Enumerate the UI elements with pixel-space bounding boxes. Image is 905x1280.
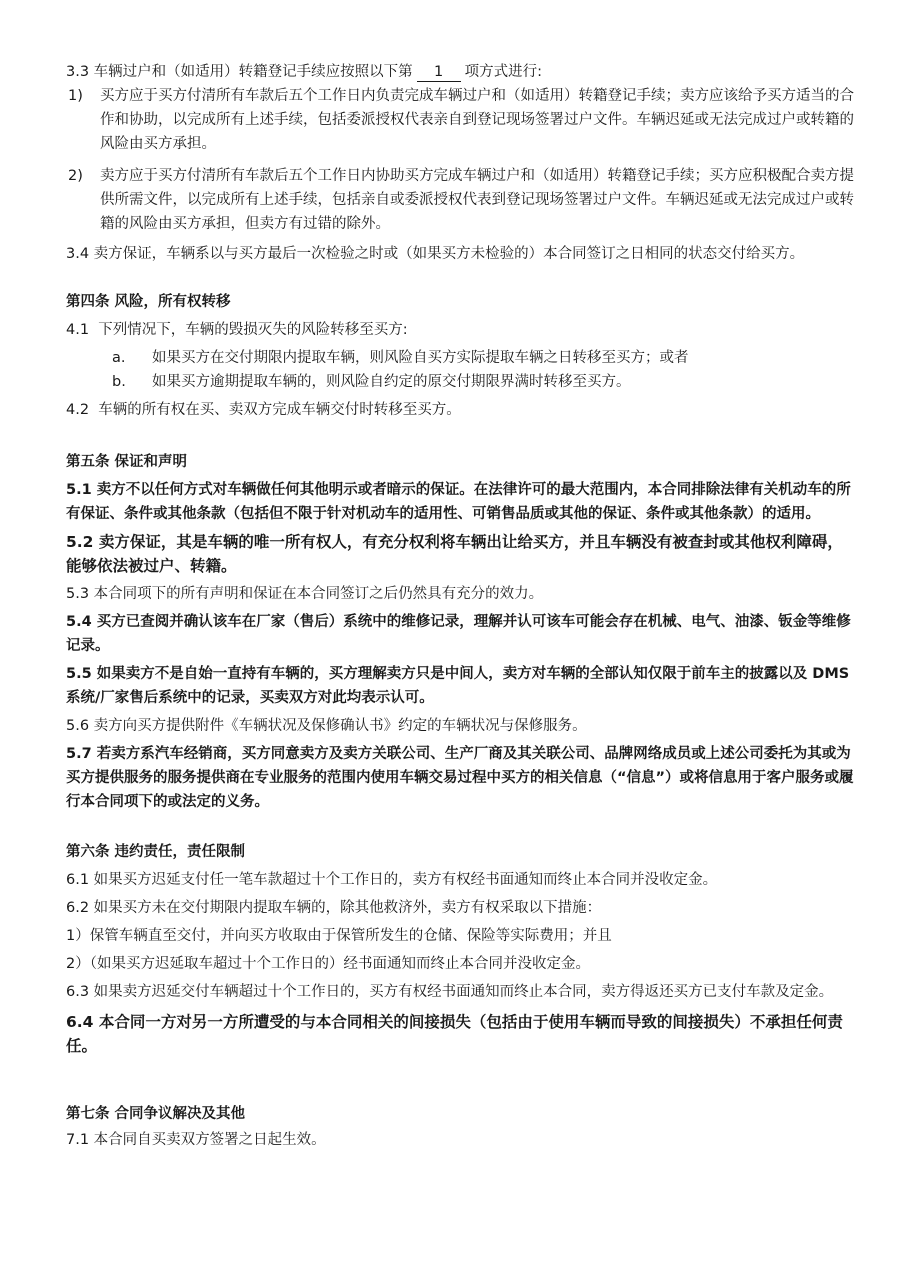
clause-5-3: 5.3 本合同项下的所有声明和保证在本合同签订之后仍然具有充分的效力。 bbox=[66, 586, 544, 602]
clause-3-3-item-1 bbox=[0, 84, 855, 156]
clause-4-2: 4.2 车辆的所有权在买、卖双方完成车辆交付时转移至买方。 bbox=[66, 402, 461, 418]
clause-5-1: 5.1 卖方不以任何方式对车辆做任何其他明示或者暗示的保证。在法律许可的最大范围内，本合同排除法律有关机动车的所有保证、条件或其他条款（包括但不限于针对机动车的适用性、可销售品质或其他的保证、条件或其他条款）的适用。 bbox=[66, 482, 851, 522]
clause-3-3-item-2 bbox=[0, 164, 855, 236]
clause-5-4: 5.4 买方已查阅并确认该车在厂家（售后）系统中的维修记录，理解并认可该车可能会存在机械、电气、油漆、钣金等维修记录。 bbox=[66, 614, 851, 654]
article-4-title: 第四条 风险，所有权转移 bbox=[66, 294, 231, 310]
item-text: 买方应于买方付清所有车款后五个工作日内负责完成车辆过户和（如适用）转籍登记手续；卖方应该给予买方适当的合作和协助，以完成所有上述手续，包括委派授权代表亲自到登记现场签署过户文件。车辆迟延或无法完成过户或转籍的风险由买方承担。 bbox=[100, 88, 854, 152]
clause-6-2-item-1: 1）保管车辆直至交付，并向买方收取由于保管所发生的仓储、保险等实际费用；并且 bbox=[66, 928, 612, 944]
clause-5-6: 5.6 卖方向买方提供附件《车辆状况及保修确认书》约定的车辆状况与保修服务。 bbox=[66, 718, 587, 734]
clause-4-1: 4.1 下列情况下，车辆的毁损灭失的风险转移至买方: bbox=[66, 322, 408, 338]
article-5-title: 第五条 保证和声明 bbox=[66, 454, 188, 470]
clause-6-4: 6.4 本合同一方对另一方所遭受的与本合同相关的间接损失（包括由于使用车辆而导致的间接损失）不承担任何责任。 bbox=[66, 1013, 843, 1055]
article-6-title: 第六条 违约责任，责任限制 bbox=[66, 844, 246, 860]
article-7-title: 第七条 合同争议解决及其他 bbox=[66, 1106, 246, 1122]
clause-3-3-header: 3.3 车辆过户和（如适用）转籍登记手续应按照以下第 1 项方式进行: bbox=[66, 64, 543, 80]
clause-5-2: 5.2 卖方保证，其是车辆的唯一所有权人，有充分权利将车辆出让给买方，并且车辆没有被查封或其他权利障碍，能够依法被过户、转籍。 bbox=[66, 533, 843, 575]
clause-6-1: 6.1 如果买方迟延支付任一笔车款超过十个工作日的，卖方有权经书面通知而终止本合同并没收定金。 bbox=[66, 872, 718, 888]
clause-4-1-a: a. 如果买方在交付期限内提取车辆，则风险自买方实际提取车辆之日转移至买方；或者 bbox=[112, 350, 689, 366]
item-number: 1) bbox=[68, 88, 83, 104]
clause-6-2-item-2: 2）（如果买方迟延取车超过十个工作日的）经书面通知而终止本合同并没收定金。 bbox=[66, 956, 590, 972]
clause-6-3: 6.3 如果卖方迟延交付车辆超过十个工作日的，买方有权经书面通知而终止本合同，卖方得返还买方已支付车款及定金。 bbox=[66, 984, 834, 1000]
clause-7-1: 7.1 本合同自买卖双方签署之日起生效。 bbox=[66, 1132, 326, 1148]
clause-5-7: 5.7 若卖方系汽车经销商，买方同意卖方及卖方关联公司、生产厂商及其关联公司、品牌网络成员或上述公司委托为其或为买方提供服务的服务提供商在专业服务的范围内使用车辆交易过程中买方的相关信息（“信息”）或将信息用于客户服务或履行本合同项下的或法定的义务。 bbox=[66, 746, 854, 810]
item-text: 卖方应于买方付清所有车款后五个工作日内协助买方完成车辆过户和（如适用）转籍登记手续；买方应积极配合卖方提供所需文件，以完成所有上述手续，包括亲自或委派授权代表到登记现场签署过户文件。车辆迟延或无法完成过户或转籍的风险由买方承担，但卖方有过错的除外。 bbox=[100, 168, 854, 232]
clause-6-2: 6.2 如果买方未在交付期限内提取车辆的，除其他救济外，卖方有权采取以下措施： bbox=[66, 900, 602, 916]
clause-4-1-b: b. 如果买方逾期提取车辆的，则风险自约定的原交付期限界满时转移至买方。 bbox=[112, 374, 631, 390]
clause-3-4: 3.4 卖方保证，车辆系以与买方最后一次检验之时或（如果买方未检验的）本合同签订之日相同的状态交付给买方。 bbox=[66, 246, 805, 262]
item-number: 2) bbox=[68, 168, 83, 184]
clause-5-5: 5.5 如果卖方不是自始一直持有车辆的，买方理解卖方只是中间人，卖方对车辆的全部认知仅限于前车主的披露以及 DMS系统/厂家售后系统中的记录，买卖双方对此均表示认可。 bbox=[66, 666, 850, 706]
transfer-option-value: 1 bbox=[417, 63, 461, 82]
